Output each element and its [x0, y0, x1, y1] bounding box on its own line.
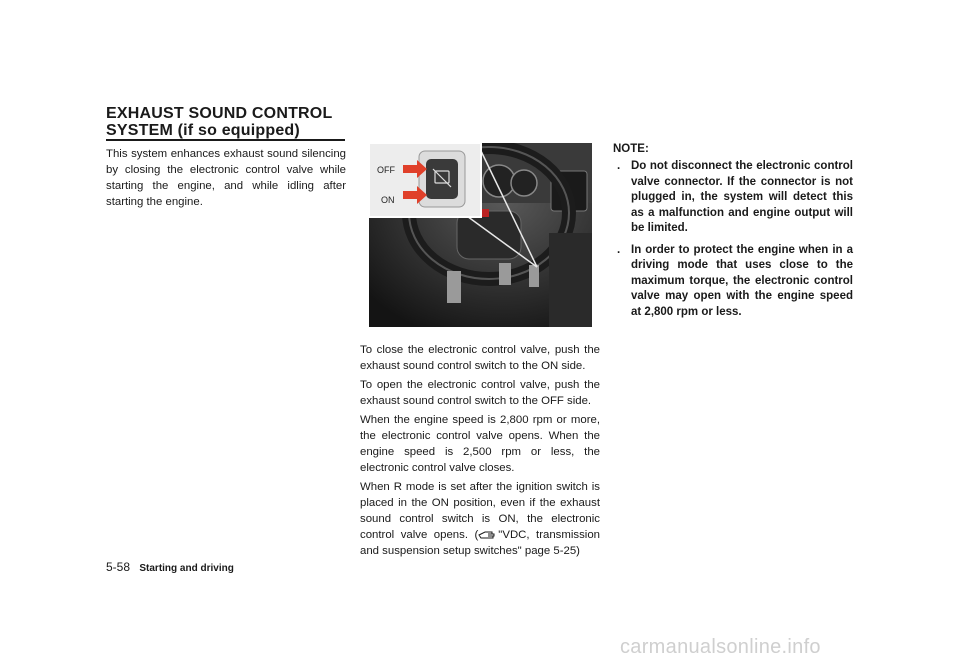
page-footer	[106, 560, 234, 574]
operation-column	[360, 342, 600, 562]
heading-line-1: EXHAUST SOUND CONTROL	[106, 105, 333, 122]
steering-wheel-illustration	[369, 143, 592, 327]
label-off: OFF	[377, 165, 395, 175]
paragraph-close-valve: To close the electronic control valve, push the exhaust sound control switch to the ON side.	[360, 344, 600, 372]
r-mode-text: When R mode is set after the ignition switch is placed in the ON position, even if the exhaust sound control switch is ON, the electronic control valve opens. (	[360, 481, 600, 541]
section-name: Starting and driving	[139, 563, 234, 574]
note-text: In order to protect the engine when in a driving mode that uses close to the maximum torque, the electronic control valve may open with the engine speed at 2,800 rpm or less.	[631, 243, 853, 318]
section-heading	[106, 105, 346, 139]
reference-hand-icon	[478, 529, 498, 541]
intro-column	[106, 146, 346, 213]
heading-rule	[106, 139, 345, 141]
paragraph-engine-speed: When the engine speed is 2,800 rpm or more, the electronic control valve opens. When the engine speed is 2,500 rpm or less, the electronic control valve closes.	[360, 414, 600, 474]
note-item	[613, 159, 853, 237]
note-list	[613, 159, 853, 326]
note-title: NOTE:	[613, 143, 649, 155]
page-number: 5-58	[106, 560, 131, 574]
paragraph-open-valve: To open the electronic control valve, push the exhaust sound control switch to the OFF side.	[360, 379, 600, 407]
note-text: Do not disconnect the electronic control valve connector. If the connector is not plugged in, the system will detect this as a malfunction and engine output will be limited.	[631, 160, 853, 234]
dashboard-photo	[369, 143, 592, 327]
bullet-marker: .	[617, 243, 621, 256]
note-item	[613, 243, 853, 321]
paragraph-r-mode	[360, 479, 600, 559]
watermark: carmanualsonline.info	[620, 636, 821, 658]
heading-line-2: SYSTEM (if so equipped)	[106, 122, 300, 139]
label-on: ON	[381, 195, 395, 205]
cross-reference-link[interactable]: "VDC, transmission and suspension setup switches" page 5-25)	[360, 529, 600, 557]
intro-paragraph: This system enhances exhaust sound silencing by closing the electronic control valve while starting the engine, and while idling after starting the engine.	[106, 148, 346, 208]
bullet-marker: .	[617, 160, 621, 172]
